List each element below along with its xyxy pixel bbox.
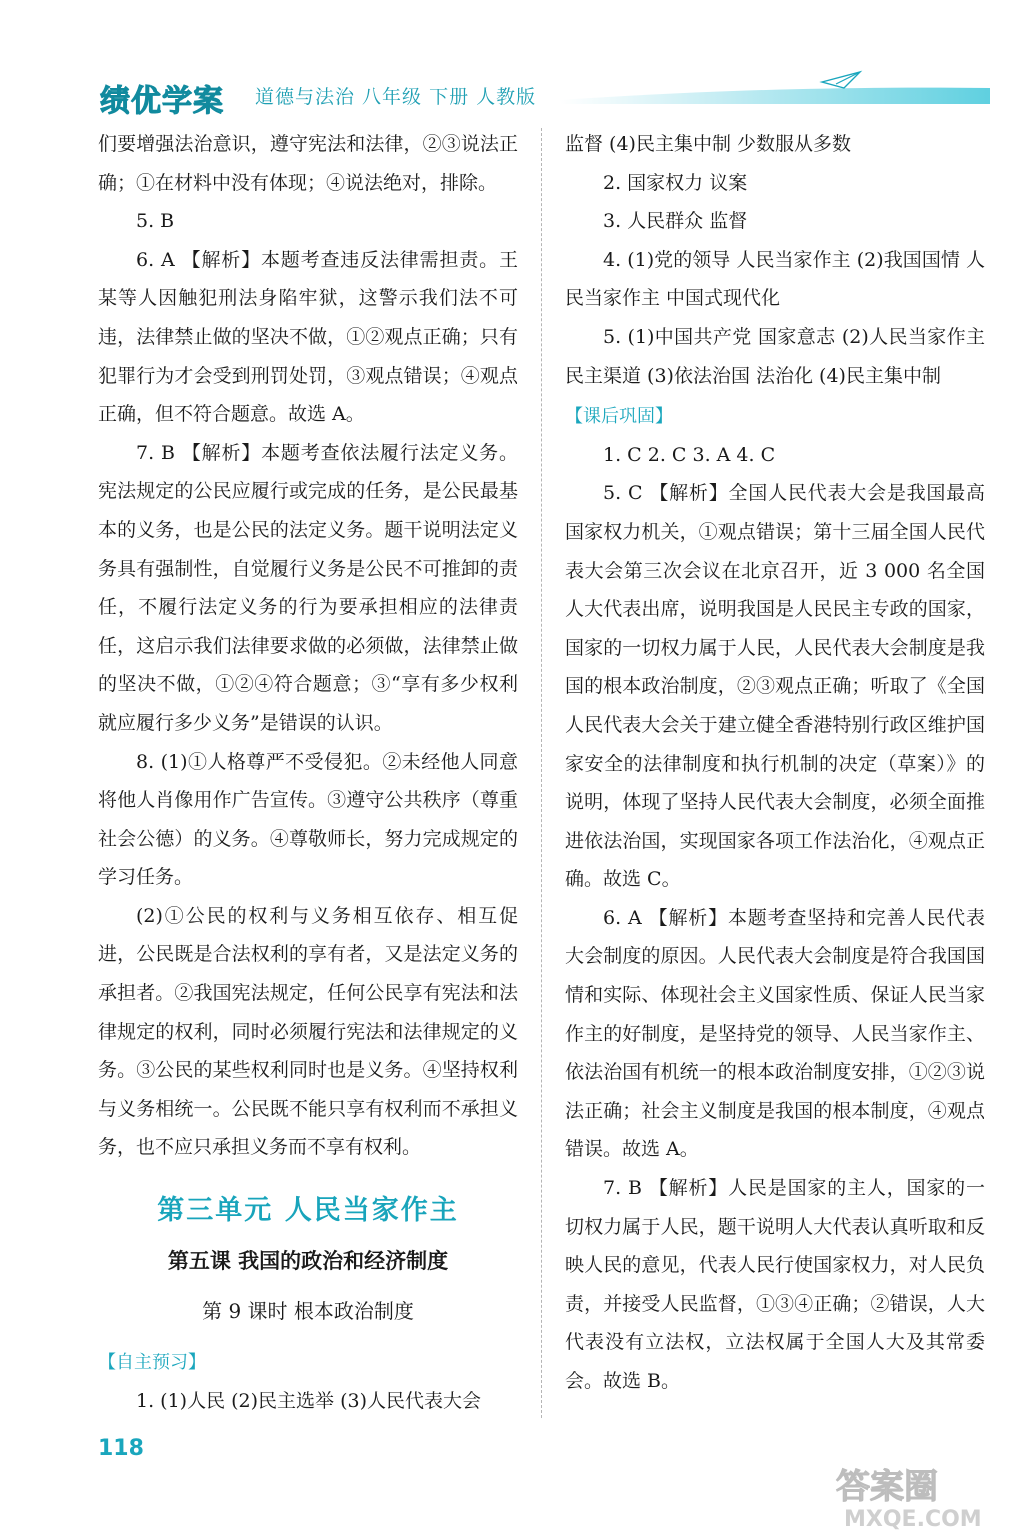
answer-item: 6. A 【解析】本题考查坚持和完善人民代表大会制度的原因。人民代表大会制度是符合我国国情和实际、体现社会主义国家性质、保证人民当家作主的好制度，是坚持党的领导、人民当家作主、依法治国有机统一的根本政治制度安排，①②③说法正确；社会主义制度是我国的根本制度，④观点错误。故选 A。	[565, 906, 985, 1161]
right-column	[565, 125, 985, 1401]
period-title: 第 9 课时 根本政治制度	[202, 1299, 414, 1324]
watermark-url: MXQE.COM	[844, 1507, 982, 1532]
watermark-text: 答案圈	[836, 1467, 938, 1507]
book-subtitle: 道德与法治 八年级 下册 人教版	[255, 86, 537, 108]
section-tag-preview: 【自主预习】	[98, 1352, 206, 1374]
answer-item: 5. B	[136, 210, 175, 233]
left-column	[98, 125, 518, 1420]
paragraph: 们要增强法治意识，遵守宪法和法律，②③说法正确；①在材料中没有体现；④说法绝对，排除。	[98, 133, 518, 194]
brand-logo: 绩优学案	[100, 84, 224, 119]
answer-item: 4. (1)党的领导 人民当家作主 (2)我国国情 人民当家作主 中国式现代化	[565, 248, 985, 310]
answer-item: 3. 人民群众 监督	[603, 210, 748, 233]
answer-item: 7. B 【解析】人民是国家的主人，国家的一切权力属于人民，题干说明人大代表认真听取和反映人民的意见，代表人民行使国家权力，对人民负责，并接受人民监督，①③④正确；②错误，人大代表没有立法权，立法权属于全国人大及其常委会。故选 B。	[565, 1177, 985, 1392]
paper-plane-banner-icon	[560, 70, 990, 104]
answer-item: 7. B 【解析】本题考查依法履行法定义务。宪法规定的公民应履行或完成的任务，是公民最基本的义务，也是公民的法定义务。题干说明法定义务具有强制性，自觉履行义务是公民不可推卸的责任，不履行法定义务的行为要承担相应的法律责任，这启示我们法律要求做的必须做，法律禁止做的坚决不做，①②④符合题意；③“享有多少权利就应履行多少义务”是错误的认识。	[98, 441, 518, 734]
watermark-logo	[830, 1460, 1000, 1532]
answer-item: (2)①公民的权利与义务相互依存、相互促进，公民既是合法权利的享有者，又是法定义务的承担者。②我国宪法规定，任何公民享有宪法和法律规定的权利，同时必须履行宪法和法律规定的义务。③公民的某些权利同时也是义务。④坚持权利与义务相统一。公民既不能只享有权利而不承担义务，也不应只承担义务而不享有权利。	[98, 904, 518, 1159]
answer-item: 1. (1)人民 (2)民主选举 (3)人民代表大会	[136, 1389, 481, 1412]
answer-item: 6. A 【解析】本题考查违反法律需担责。王某等人因触犯刑法身陷牢狱，这警示我们法不可违，法律禁止做的坚决不做，①②观点正确；只有犯罪行为才会受到刑罚处罚，③观点错误；④观点正确，但不符合题意。故选 A。	[98, 248, 518, 426]
page-header	[0, 0, 1012, 120]
lesson-title: 第五课 我国的政治和经济制度	[167, 1249, 449, 1274]
answer-item: 5. C 【解析】全国人民代表大会是我国最高国家权力机关，①观点错误；第十三届全国人民代表大会第三次会议在北京召开，近 3 000 名全国人大代表出席，说明我国是人民民主专政的国家，国家的一切权力属于人民，人民代表大会制度是我国的根本政治制度，②③观点正确；听取了《全国人民代表大会关于建立健全香港特别行政区维护国家安全的法律制度和执行机制的决定（草案）》的说明，体现了坚持人民代表大会制度，必须全面推进依法治国，实现国家各项工作法治化，④观点正确。故选 C。	[565, 482, 985, 891]
answer-item: 2. 国家权力 议案	[603, 171, 748, 194]
answer-item: 8. (1)①人格尊严不受侵犯。②未经他人同意将他人肖像用作广告宣传。③遵守公共秩序（尊重社会公德）的义务。④尊敬师长，努力完成规定的学习任务。	[98, 750, 518, 889]
answer-item: 1. C 2. C 3. A 4. C	[603, 443, 776, 466]
page-number: 118	[98, 1436, 144, 1461]
paragraph: 监督 (4)民主集中制 少数服从多数	[565, 133, 851, 155]
answer-item: 5. (1)中国共产党 国家意志 (2)人民当家作主 民主渠道 (3)依法治国 法治化 (4)民主集中制	[565, 325, 985, 387]
section-tag-consolidation: 【课后巩固】	[565, 406, 673, 428]
column-divider	[541, 128, 542, 1418]
unit-title: 第三单元 人民当家作主	[157, 1195, 459, 1227]
